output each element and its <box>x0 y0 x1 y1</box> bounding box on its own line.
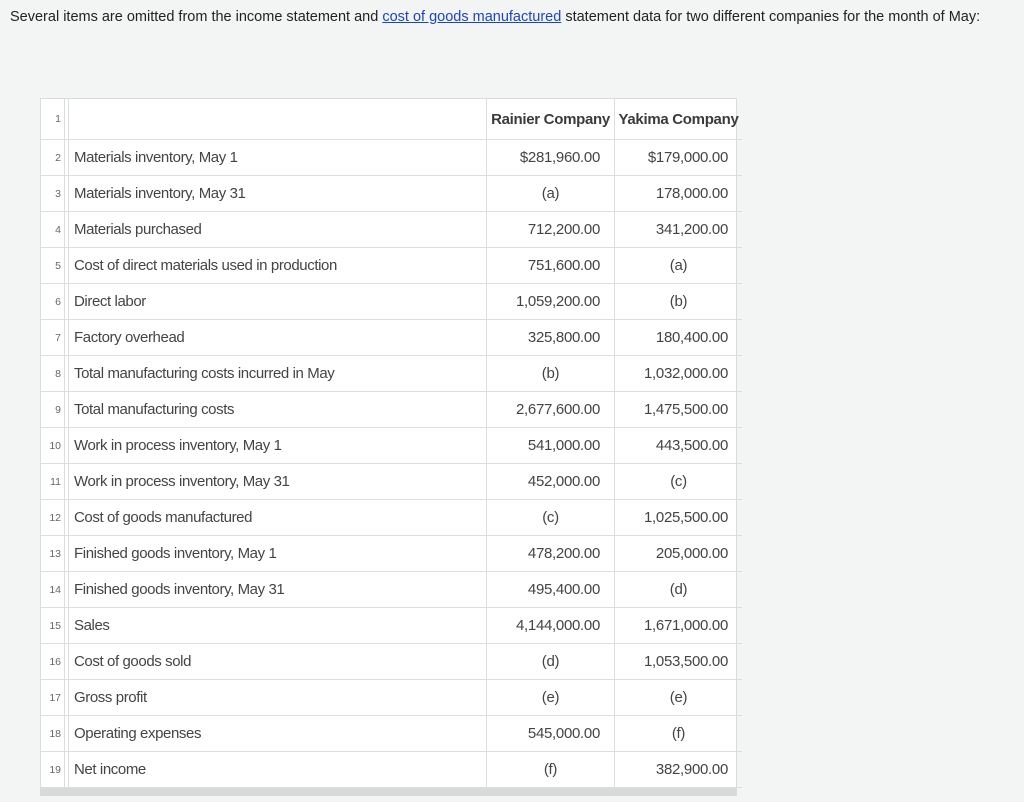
rainier-company-header: Rainier Company <box>487 99 615 140</box>
row-number: 8 <box>41 356 65 392</box>
table-row <box>41 248 742 284</box>
table-row <box>41 356 742 392</box>
row-label: Operating expenses <box>69 716 487 752</box>
yakima-value: (d) <box>615 572 743 608</box>
row-label: Net income <box>69 752 487 788</box>
table-row <box>41 140 742 176</box>
rainier-value: 545,000.00 <box>487 716 615 752</box>
table-row <box>41 428 742 464</box>
rainier-value: 2,677,600.00 <box>487 392 615 428</box>
row-number: 13 <box>41 536 65 572</box>
row-number: 14 <box>41 572 65 608</box>
row-number: 5 <box>41 248 65 284</box>
rainier-value: 478,200.00 <box>487 536 615 572</box>
row-label: Cost of goods sold <box>69 644 487 680</box>
yakima-value: 443,500.00 <box>615 428 743 464</box>
row-label: Cost of direct materials used in production <box>69 248 487 284</box>
table-row <box>41 320 742 356</box>
rainier-value: 4,144,000.00 <box>487 608 615 644</box>
row-number: 6 <box>41 284 65 320</box>
rainier-value: (d) <box>487 644 615 680</box>
table-row <box>41 716 742 752</box>
table-row <box>41 392 742 428</box>
rainier-value: (c) <box>487 500 615 536</box>
row-label: Finished goods inventory, May 31 <box>69 572 487 608</box>
yakima-value: 382,900.00 <box>615 752 743 788</box>
yakima-value: (c) <box>615 464 743 500</box>
row-number: 4 <box>41 212 65 248</box>
yakima-company-header: Yakima Company <box>615 99 743 140</box>
rainier-value: (b) <box>487 356 615 392</box>
yakima-value: 1,475,500.00 <box>615 392 743 428</box>
yakima-value: 180,400.00 <box>615 320 743 356</box>
intro-text <box>10 7 980 27</box>
row-number: 1 <box>41 99 65 140</box>
rainier-value: 1,059,200.00 <box>487 284 615 320</box>
rainier-value: $281,960.00 <box>487 140 615 176</box>
row-label: Work in process inventory, May 1 <box>69 428 487 464</box>
rainier-value: 325,800.00 <box>487 320 615 356</box>
yakima-value: (e) <box>615 680 743 716</box>
yakima-value: 1,032,000.00 <box>615 356 743 392</box>
yakima-value: 205,000.00 <box>615 536 743 572</box>
table-row <box>41 212 742 248</box>
row-number: 18 <box>41 716 65 752</box>
rainier-value: (a) <box>487 176 615 212</box>
row-label: Gross profit <box>69 680 487 716</box>
rainier-value: (e) <box>487 680 615 716</box>
row-number: 19 <box>41 752 65 788</box>
row-number: 3 <box>41 176 65 212</box>
table-row <box>41 680 742 716</box>
intro-text-after: statement data for two different companies for the month of May: <box>561 9 981 25</box>
row-number: 17 <box>41 680 65 716</box>
row-label: Cost of goods manufactured <box>69 500 487 536</box>
rainier-value: 452,000.00 <box>487 464 615 500</box>
row-number: 15 <box>41 608 65 644</box>
rainier-value: (f) <box>487 752 615 788</box>
yakima-value: 178,000.00 <box>615 176 743 212</box>
row-number: 10 <box>41 428 65 464</box>
row-label: Total manufacturing costs incurred in May <box>69 356 487 392</box>
table-row <box>41 608 742 644</box>
table-row <box>41 464 742 500</box>
row-label: Materials inventory, May 31 <box>69 176 487 212</box>
rainier-value: 751,600.00 <box>487 248 615 284</box>
data-table <box>41 99 742 788</box>
yakima-value: $179,000.00 <box>615 140 743 176</box>
row-number: 16 <box>41 644 65 680</box>
intro-text-before: Several items are omitted from the income statement and <box>10 9 383 25</box>
rainier-value: 541,000.00 <box>487 428 615 464</box>
row-label: Materials purchased <box>69 212 487 248</box>
yakima-value: 1,053,500.00 <box>615 644 743 680</box>
row-number: 7 <box>41 320 65 356</box>
row-label: Work in process inventory, May 31 <box>69 464 487 500</box>
row-label: Factory overhead <box>69 320 487 356</box>
table-row <box>41 536 742 572</box>
cost-of-goods-manufactured-link[interactable]: cost of goods manufactured <box>382 9 562 25</box>
row-number: 12 <box>41 500 65 536</box>
table-row <box>41 176 742 212</box>
row-number: 9 <box>41 392 65 428</box>
row-label: Materials inventory, May 1 <box>69 140 487 176</box>
row-label: Total manufacturing costs <box>69 392 487 428</box>
yakima-value: (a) <box>615 248 743 284</box>
table-row <box>41 644 742 680</box>
header-label-cell <box>69 99 487 140</box>
rainier-value: 712,200.00 <box>487 212 615 248</box>
table-row <box>41 284 742 320</box>
header-row <box>41 99 742 140</box>
rainier-value: 495,400.00 <box>487 572 615 608</box>
table-row <box>41 572 742 608</box>
row-label: Sales <box>69 608 487 644</box>
yakima-value: (f) <box>615 716 743 752</box>
yakima-value: 1,671,000.00 <box>615 608 743 644</box>
table-row <box>41 500 742 536</box>
row-number: 2 <box>41 140 65 176</box>
data-spreadsheet <box>40 98 737 796</box>
table-row <box>41 752 742 788</box>
row-number: 11 <box>41 464 65 500</box>
row-label: Direct labor <box>69 284 487 320</box>
row-label: Finished goods inventory, May 1 <box>69 536 487 572</box>
yakima-value: 1,025,500.00 <box>615 500 743 536</box>
yakima-value: 341,200.00 <box>615 212 743 248</box>
yakima-value: (b) <box>615 284 743 320</box>
